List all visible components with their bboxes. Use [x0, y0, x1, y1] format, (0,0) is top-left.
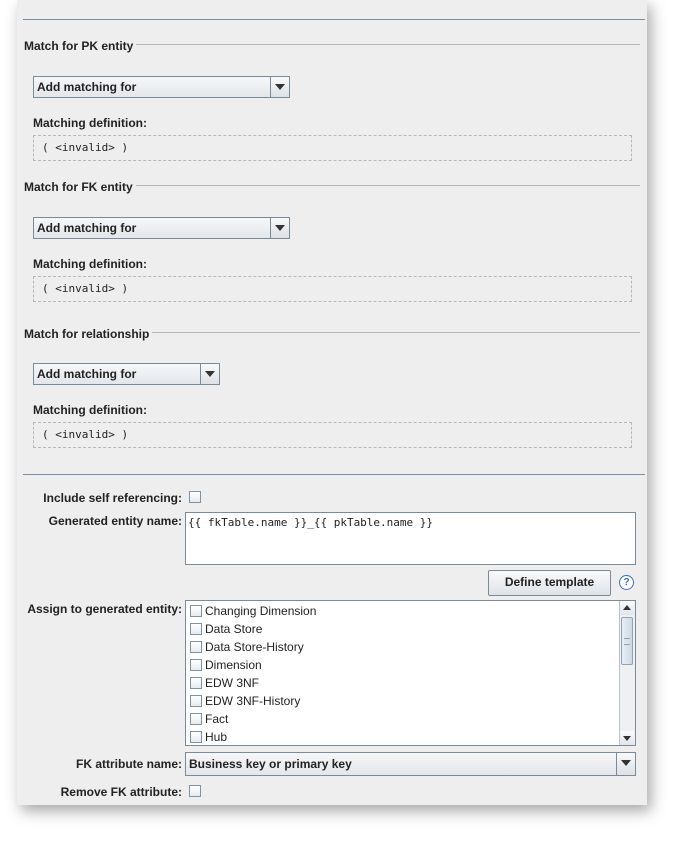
- self-ref-checkbox[interactable]: [189, 491, 201, 503]
- list-item-checkbox[interactable]: [190, 659, 202, 671]
- pk-definition-box: ( <invalid> ): [33, 135, 632, 161]
- entity-name-label: Generated entity name:: [48, 514, 182, 528]
- list-scrollbar[interactable]: [619, 601, 635, 745]
- rel-add-matching-combo[interactable]: [33, 363, 220, 385]
- fk-group-title: Match for FK entity: [24, 180, 136, 194]
- fk-attr-value: Business key or primary key: [189, 757, 352, 771]
- chevron-down-icon[interactable]: [270, 77, 289, 97]
- list-item-label: EDW 3NF: [205, 676, 259, 690]
- list-item-checkbox[interactable]: [190, 641, 202, 653]
- fk-definition-label: Matching definition:: [33, 257, 147, 271]
- rel-group-title: Match for relationship: [24, 327, 152, 341]
- pk-definition-label: Matching definition:: [33, 116, 147, 130]
- list-item-label: Data Store-History: [205, 640, 304, 654]
- list-item-checkbox[interactable]: [190, 605, 202, 617]
- chevron-down-icon[interactable]: [200, 364, 219, 384]
- settings-panel: [17, 0, 647, 805]
- middle-separator: [23, 474, 645, 475]
- scroll-down-icon[interactable]: [620, 731, 634, 745]
- pk-group-title: Match for PK entity: [24, 39, 136, 53]
- scroll-thumb[interactable]: [621, 617, 633, 665]
- list-item-checkbox[interactable]: [190, 677, 202, 689]
- fk-definition-box: ( <invalid> ): [33, 276, 632, 302]
- assign-label: Assign to generated entity:: [27, 602, 182, 616]
- list-item-checkbox[interactable]: [190, 695, 202, 707]
- fk-combo-value: Add matching for: [37, 221, 137, 235]
- pk-combo-value: Add matching for: [37, 80, 137, 94]
- fk-attr-label: FK attribute name:: [75, 757, 182, 771]
- scroll-up-icon[interactable]: [620, 601, 634, 615]
- rel-definition-label: Matching definition:: [33, 403, 147, 417]
- fk-add-matching-combo[interactable]: [33, 217, 290, 239]
- remove-fk-label: Remove FK attribute:: [60, 785, 182, 799]
- entity-name-textarea[interactable]: {{ fkTable.name }}_{{ pkTable.name }}: [185, 512, 636, 565]
- rel-definition-box: ( <invalid> ): [33, 422, 632, 448]
- self-ref-label: Include self referencing:: [43, 491, 182, 505]
- list-item-checkbox[interactable]: [190, 713, 202, 725]
- assign-entity-list[interactable]: [185, 600, 636, 746]
- list-item-checkbox[interactable]: [190, 623, 202, 635]
- list-item-label: Changing Dimension: [205, 604, 317, 618]
- list-item-label: Hub: [205, 730, 228, 744]
- list-item-label: EDW 3NF-History: [205, 694, 301, 708]
- fk-attr-combo[interactable]: [185, 752, 636, 776]
- remove-fk-checkbox[interactable]: [189, 785, 201, 797]
- top-separator: [23, 19, 645, 20]
- list-item-label: Fact: [205, 712, 229, 726]
- pk-add-matching-combo[interactable]: [33, 76, 290, 98]
- chevron-down-icon[interactable]: [616, 753, 635, 775]
- list-item-checkbox[interactable]: [190, 731, 202, 743]
- define-template-button[interactable]: Define template: [488, 570, 611, 596]
- rel-combo-value: Add matching for: [37, 367, 137, 381]
- list-item-label: Data Store: [205, 622, 263, 636]
- help-icon[interactable]: ?: [619, 575, 634, 590]
- list-item-label: Dimension: [205, 658, 262, 672]
- chevron-down-icon[interactable]: [270, 218, 289, 238]
